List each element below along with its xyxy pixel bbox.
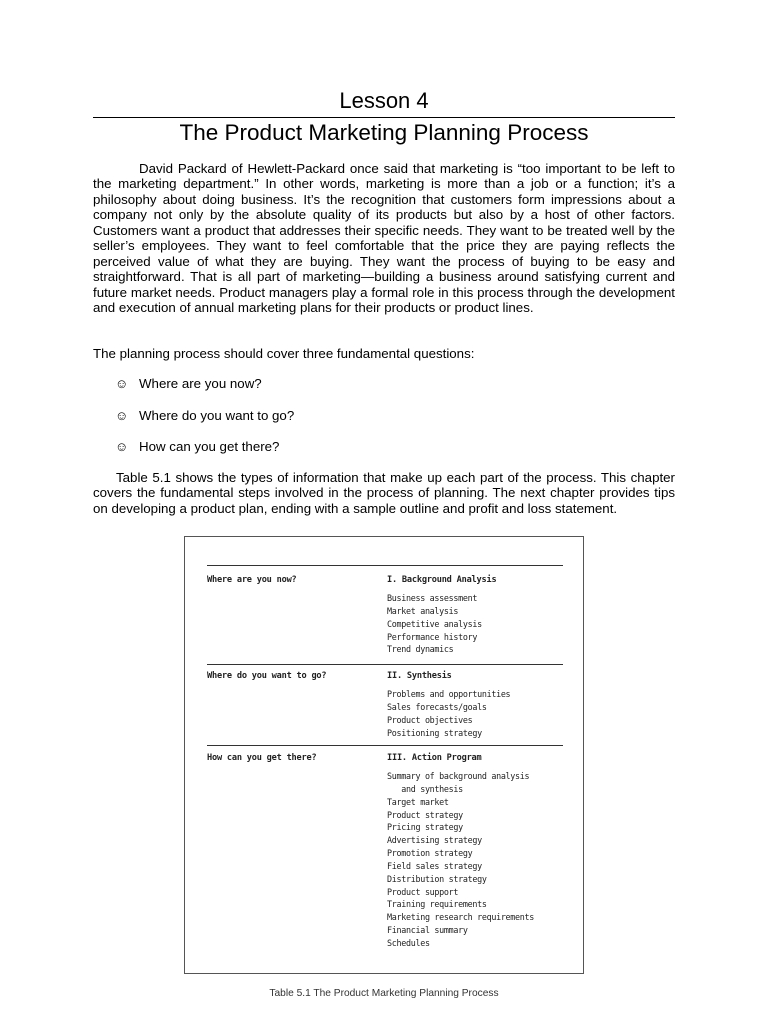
section-item: Target market bbox=[387, 796, 449, 807]
section-item: Sales forecasts/goals bbox=[387, 701, 487, 712]
section-item: Competitive analysis bbox=[387, 618, 482, 629]
section-item: Positioning strategy bbox=[387, 727, 482, 738]
table-caption: Table 5.1 The Product Marketing Planning Process bbox=[269, 988, 499, 999]
section-heading: II. Synthesis bbox=[387, 671, 452, 681]
section-item: Trend dynamics bbox=[387, 644, 454, 655]
question-item bbox=[115, 408, 294, 440]
section-item: Marketing research requirements bbox=[387, 912, 535, 923]
section-item: Problems and opportunities bbox=[387, 689, 511, 699]
intro-paragraph: David Packard of Hewlett-Packard once said that marketing is “too important to be left to the marketing department.” In other words, marketing is more than a job or a function; it’s a philosophy about doing business. It’s the recognition that customers form impressions about a company not only by the absolute quality of its products but also by a host of other factors. Customers want a product that addresses their specific needs. They want to be treated well by the seller’s employees. They want to feel comfortable that the price they are paying reflects the perceived value of what they are buying. They want the process of buying to be easy and straightforward. That is all part of marketing—building a business around satisfying current and future market needs. Product managers play a formal role in this process through the development and execution of annual marketing plans for their products or product lines. bbox=[93, 161, 675, 316]
section-item: Performance history bbox=[387, 631, 478, 642]
smiley-icon: ☺ bbox=[115, 439, 129, 454]
question-item bbox=[115, 439, 294, 471]
section-question: Where do you want to go? bbox=[207, 671, 327, 681]
section-item: Financial summary bbox=[387, 925, 468, 936]
title-rule bbox=[93, 117, 675, 118]
section-item: Promotion strategy bbox=[387, 848, 473, 859]
section-item: Pricing strategy bbox=[387, 822, 463, 833]
section-question: How can you get there? bbox=[207, 753, 317, 763]
smiley-icon: ☺ bbox=[115, 376, 129, 391]
table-intro-paragraph: Table 5.1 shows the types of information that make up each part of the process. This chapter covers the fundamental steps involved in the process of planning. The next chapter provides tips on developing a product plan, ending with a sample outline and profit and loss statement. bbox=[93, 470, 675, 516]
section-item: Product strategy bbox=[387, 809, 463, 820]
table-top-rule bbox=[207, 565, 563, 566]
section-item: Advertising strategy bbox=[387, 835, 482, 846]
section-item: and synthesis bbox=[387, 783, 463, 794]
section-item: Training requirements bbox=[387, 899, 487, 910]
section-divider bbox=[207, 745, 563, 746]
question-text: How can you get there? bbox=[139, 439, 280, 454]
lesson-label: Lesson 4 bbox=[339, 88, 429, 113]
section-item: Product support bbox=[387, 886, 459, 897]
section-item: Distribution strategy bbox=[387, 873, 487, 884]
section-item: Product objectives bbox=[387, 714, 473, 725]
section-heading: I. Background Analysis bbox=[387, 575, 497, 585]
section-item: Schedules bbox=[387, 937, 430, 948]
question-text: Where are you now? bbox=[139, 376, 262, 391]
smiley-icon: ☺ bbox=[115, 407, 129, 423]
section-question: Where are you now? bbox=[207, 575, 297, 585]
questions-list bbox=[115, 376, 294, 471]
section-item: Field sales strategy bbox=[387, 860, 482, 871]
section-items bbox=[387, 770, 534, 950]
section-divider bbox=[207, 664, 563, 665]
question-text: Where do you want to go? bbox=[139, 407, 295, 423]
question-item bbox=[115, 376, 294, 408]
section-item: Market analysis bbox=[387, 605, 459, 616]
section-heading: III. Action Program bbox=[387, 753, 482, 763]
section-item: Business assessment bbox=[387, 593, 478, 603]
section-items bbox=[387, 592, 482, 656]
questions-intro: The planning process should cover three fundamental questions: bbox=[93, 346, 475, 361]
section-item: Summary of background analysis bbox=[387, 771, 530, 781]
table-figure bbox=[184, 536, 584, 974]
section-items bbox=[387, 688, 510, 739]
page-title: The Product Marketing Planning Process bbox=[179, 120, 589, 145]
